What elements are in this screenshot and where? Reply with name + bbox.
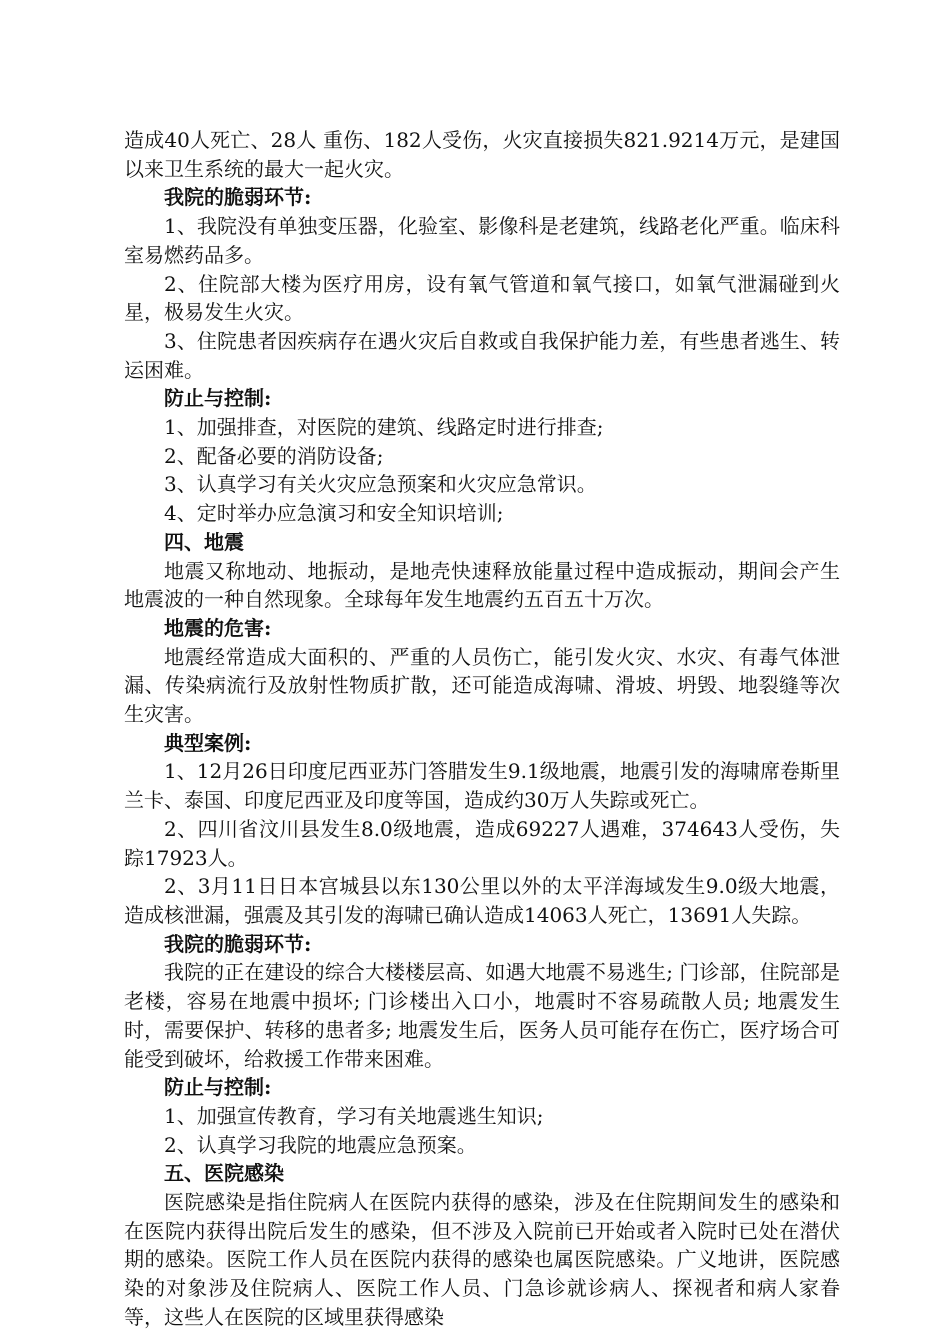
heading-hospital-infection: 五、医院感染 [164, 1161, 284, 1186]
paragraph-fire-prevention-1: 1、加强排查，对医院的建筑、线路定时进行排查; [164, 415, 604, 440]
document-page [124, 126, 840, 1332]
heading-typical-cases: 典型案例: [164, 730, 252, 755]
paragraph-earthquake-prevention-2: 2、认真学习我院的地震应急预案。 [164, 1132, 477, 1157]
heading-fire-vulnerabilities: 我院的脆弱环节: [164, 185, 312, 210]
heading-earthquake-hazards: 地震的危害: [164, 615, 272, 640]
paragraph-fire-prevention-3: 3、认真学习有关火灾应急预案和火灾应急常识。 [164, 472, 597, 497]
heading-earthquake-vulnerabilities: 我院的脆弱环节: [164, 931, 312, 956]
paragraph-fire-prevention-4: 4、定时举办应急演习和安全知识培训; [164, 501, 504, 526]
paragraph-case-2: 2、四川省汶川县发生8.0级地震，造成69227人遇难，374643人受伤，失踪17923人。 [124, 816, 840, 870]
paragraph-case-3: 2、3月11日日本宫城县以东130公里以外的太平洋海域发生9.0级大地震，造成核泄漏，强震及其引发的海啸已确认造成14063人死亡，13691人失踪。 [124, 874, 840, 927]
paragraph-earthquake-hazards: 地震经常造成大面积的、严重的人员伤亡，能引发火灾、水灾、有毒气体泄漏、传染病流行及放射性物质扩散，还可能造成海啸、滑坡、坍毁、地裂缝等次生灾害。 [124, 644, 840, 727]
paragraph-fire-casualties: 造成40人死亡、28人 重伤、182人受伤，火灾直接损失821.9214万元，是建国以来卫生系统的最大一起火灾。 [124, 128, 840, 181]
paragraph-fire-prevention-2: 2、配备必要的消防设备; [164, 443, 384, 468]
heading-earthquake-prevention: 防止与控制: [164, 1075, 272, 1100]
paragraph-hospital-infection: 医院感染是指住院病人在医院内获得的感染，涉及在住院期间发生的感染和在医院内获得出院后发生的感染，但不涉及入院前已开始或者入院时已处在潜伏期的感染。医院工作人员在医院内获得的感染也属医院感染。广义地讲，医院感染的对象涉及住院病人、医院工作人员、门急诊就诊病人、探视者和病人家眷等，这些人在医院的区域里获得感染 [124, 1190, 840, 1329]
paragraph-case-1: 1、12月26日印度尼西亚苏门答腊发生9.1级地震，地震引发的海啸席卷斯里兰卡、泰国、印度尼西亚及印度等国，造成约30万人失踪或死亡。 [124, 759, 840, 813]
heading-earthquake: 四、地震 [164, 529, 244, 554]
paragraph-fire-vuln-1: 1、我院没有单独变压器，化验室、影像科是老建筑，线路老化严重。临床科室易燃药品多。 [124, 214, 840, 267]
heading-fire-prevention: 防止与控制: [164, 386, 272, 411]
paragraph-fire-vuln-3: 3、住院患者因疾病存在遇火灾后自救或自我保护能力差，有些患者逃生、转运困难。 [124, 328, 840, 382]
paragraph-earthquake-definition: 地震又称地动、地振动，是地壳快速释放能量过程中造成振动，期间会产生地震波的一种自然现象。全球每年发生地震约五百五十万次。 [124, 558, 840, 612]
paragraph-earthquake-vulnerabilities: 我院的正在建设的综合大楼楼层高、如遇大地震不易逃生; 门诊部，住院部是老楼，容易在地震中损坏; 门诊楼出入口小，地震时不容易疏散人员; 地震发生时，需要保护、转移的患者多; 地震发生后，医务人员可能存在伤亡，医疗场合可能受到破坏，给救援工作带来困难。 [124, 960, 840, 1071]
paragraph-earthquake-prevention-1: 1、加强宣传教育，学习有关地震逃生知识; [164, 1103, 544, 1128]
paragraph-fire-vuln-2: 2、住院部大楼为医疗用房，设有氧气管道和氧气接口，如氧气泄漏碰到火星，极易发生火灾。 [124, 271, 840, 325]
